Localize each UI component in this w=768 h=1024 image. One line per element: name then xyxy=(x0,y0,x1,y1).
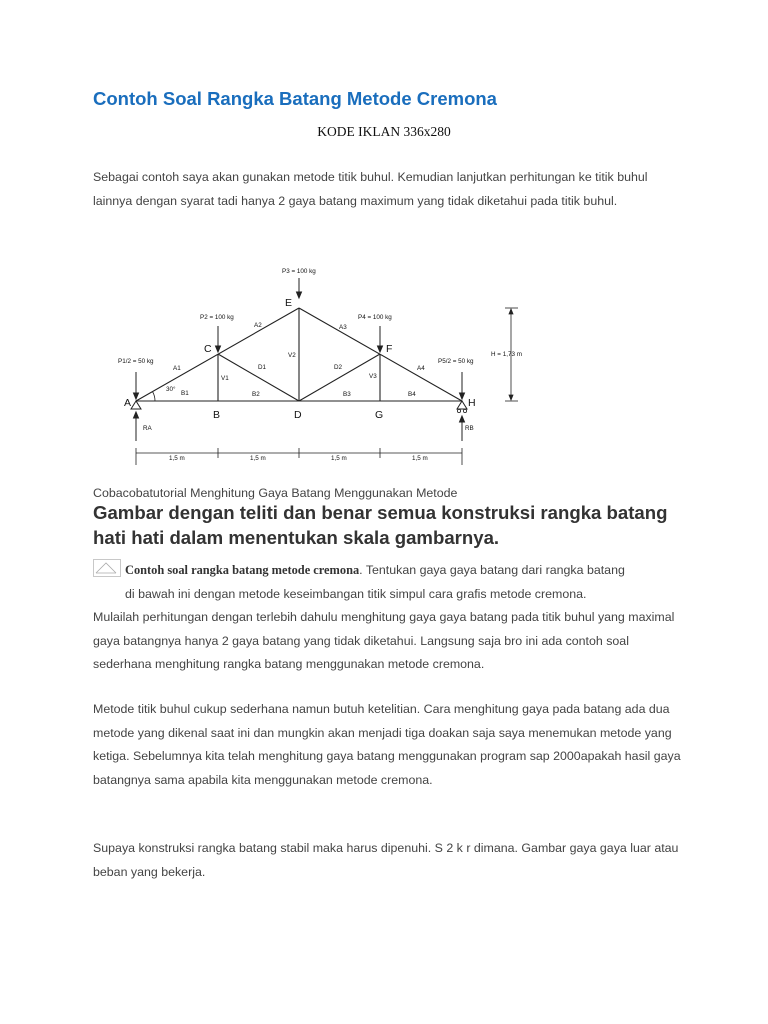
support-h-roller xyxy=(463,409,466,412)
load-arrow-p3-head xyxy=(297,292,302,298)
load-label-p3: P3 = 100 kg xyxy=(282,268,316,275)
reaction-label-ra: RA xyxy=(143,425,152,432)
support-h xyxy=(457,401,467,409)
load-arrow-p5-head xyxy=(460,393,465,399)
load-arrow-p2-head xyxy=(216,346,221,352)
article-title: Contoh Soal Rangka Batang Metode Cremona xyxy=(93,88,497,109)
reaction-arrow-rb-head xyxy=(460,416,465,422)
load-arrow-p4-head xyxy=(378,346,383,352)
node-label-a: A xyxy=(124,397,132,409)
member-label-v3: V3 xyxy=(369,373,377,380)
load-label-p5: P5/2 = 50 kg xyxy=(438,358,474,365)
member-label-d2: D2 xyxy=(334,364,343,371)
truss-diagram xyxy=(93,260,553,475)
support-h-roller xyxy=(457,409,460,412)
figure-caption: Cobacobatutorial Menghitung Gaya Batang Menggunakan Metode xyxy=(93,486,458,500)
reaction-label-rb: RB xyxy=(465,425,474,432)
node-label-d: D xyxy=(294,409,302,421)
member-label-a2: A2 xyxy=(254,322,262,329)
span-label-3: 1,5 m xyxy=(331,455,347,462)
intro-paragraph: Sebagai contoh saya akan gunakan metode titik buhul. Kemudian lanjutkan perhitungan ke titik buhul lainnya dengan syarat tadi hanya 2 gaya batang maximum yang tidak diketahui pada titik buhul. xyxy=(93,170,648,208)
member-label-d1: D1 xyxy=(258,364,267,371)
height-label: H = 1,73 m xyxy=(491,351,522,358)
load-label-p2: P2 = 100 kg xyxy=(200,314,234,321)
paragraph-2-rest: Mulailah perhitungan dengan terlebih dahulu menghitung gaya gaya batang pada titik buhul yang maximal gaya batangnya hanya 2 gaya batang yang tidak diketahui. Langsung saja bro ini ada contoh soal sederhana menghitung rangka batang menggunakan metode cremona. xyxy=(93,610,675,671)
member-d2 xyxy=(299,354,380,401)
node-label-f: F xyxy=(386,343,393,355)
paragraph-2-line-2: di bawah ini dengan metode keseimbangan titik simpul cara grafis metode cremona. xyxy=(125,586,587,601)
support-a xyxy=(131,401,141,409)
node-label-c: C xyxy=(204,343,212,355)
truss-members xyxy=(136,308,462,401)
reaction-arrow-ra-head xyxy=(134,412,139,418)
paragraph-2-line-1: . Tentukan gaya gaya batang dari rangka batang xyxy=(359,563,625,577)
angle-arc xyxy=(153,392,156,402)
paragraph-4: Supaya konstruksi rangka batang stabil maka harus dipenuhi. S 2 k r dimana. Gambar gaya gaya luar atau beban yang bekerja. xyxy=(93,841,679,879)
member-label-a1: A1 xyxy=(173,365,181,372)
paragraph-3: Metode titik buhul cukup sederhana namun butuh ketelitian. Cara menghitung gaya pada batang ada dua metode yang dikenal saat ini dan mungkin akan menjadi tiga doakan saja saya menemukan metode yang ketiga. Sebelumnya kita telah menghitung gaya batang menggunakan program sap 2000apakah hasil gaya batangnya sama apabila kita menggunakan metode cremona. xyxy=(93,702,681,787)
load-arrow-p1-head xyxy=(134,393,139,399)
node-label-b: B xyxy=(213,409,221,421)
section-heading: Gambar dengan teliti dan benar semua konstruksi rangka batang hati hati dalam menentukan skala gambarnya. xyxy=(93,502,668,548)
span-label-4: 1,5 m xyxy=(412,455,428,462)
image-thumbnail-icon xyxy=(93,559,121,577)
node-label-g: G xyxy=(375,409,384,421)
span-label-2: 1,5 m xyxy=(250,455,266,462)
node-label-h: H xyxy=(468,397,476,409)
member-label-a4: A4 xyxy=(417,365,425,372)
angle-label: 30° xyxy=(166,386,176,393)
paragraph-2 xyxy=(93,559,683,677)
member-label-b3: B3 xyxy=(343,391,351,398)
member-label-a3: A3 xyxy=(339,324,347,331)
member-label-b4: B4 xyxy=(408,391,416,398)
load-label-p4: P4 = 100 kg xyxy=(358,314,392,321)
member-label-b1: B1 xyxy=(181,390,189,397)
member-label-v2: V2 xyxy=(288,352,296,359)
span-label-1: 1,5 m xyxy=(169,455,185,462)
member-label-b2: B2 xyxy=(252,391,260,398)
bold-inline-title: Contoh soal rangka batang metode cremona xyxy=(125,563,360,577)
ad-placeholder-label: KODE IKLAN 336x280 xyxy=(317,124,451,139)
member-label-v1: V1 xyxy=(221,375,229,382)
load-label-p1: P1/2 = 50 kg xyxy=(118,358,154,365)
node-label-e: E xyxy=(285,297,293,309)
